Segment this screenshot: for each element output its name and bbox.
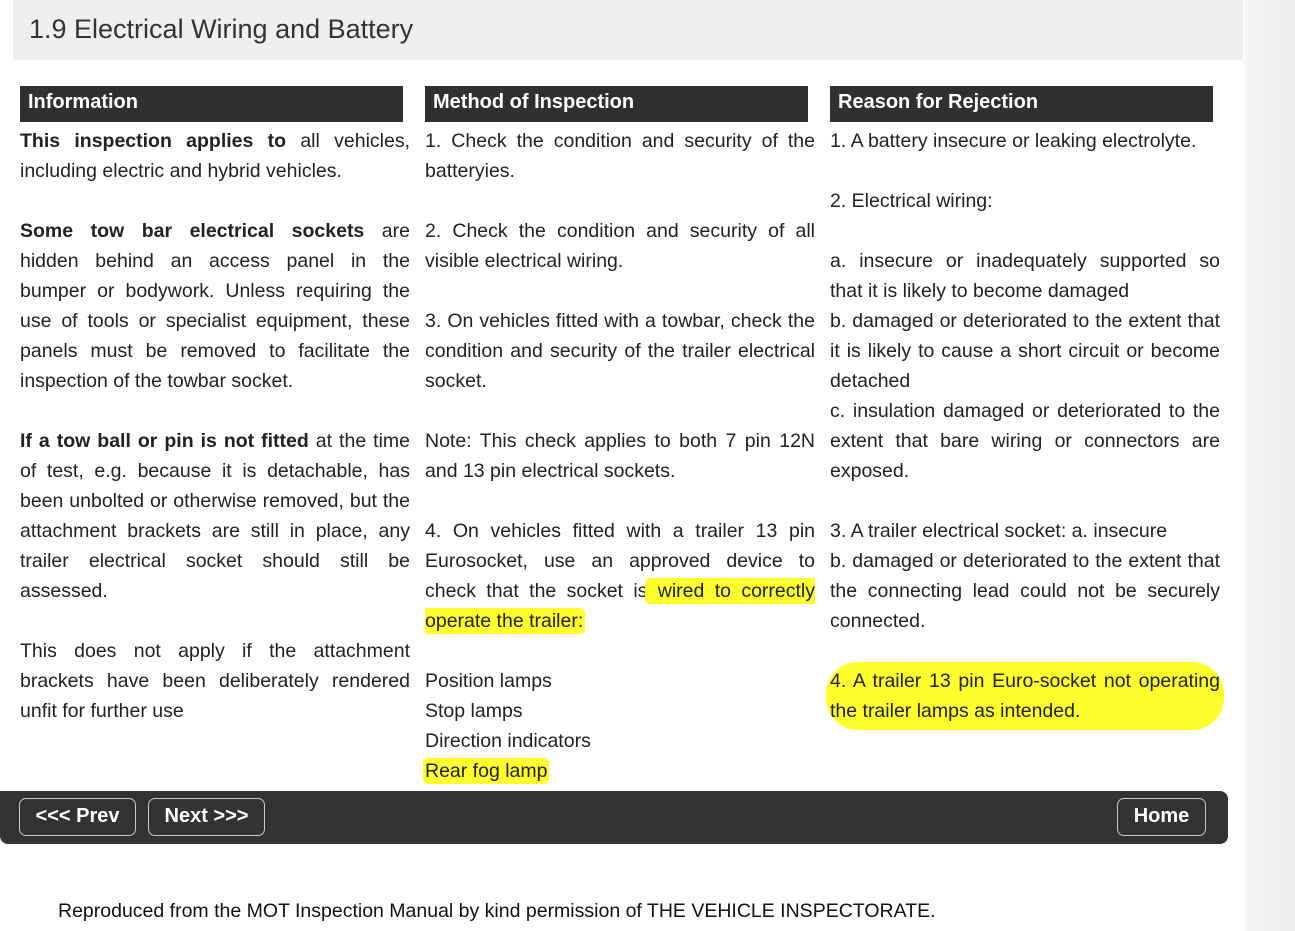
reason-2b: b. damaged or deteriorated to the extent that it is likely to cause a short circuit or become detached xyxy=(830,310,1220,392)
method-heading: Method of Inspection xyxy=(425,86,808,122)
page-title: 1.9 Electrical Wiring and Battery xyxy=(29,14,414,44)
reason-column xyxy=(830,86,1220,726)
reason-3b: b. damaged or deteriorated to the extent that the connecting lead could not be securely connected. xyxy=(830,550,1220,632)
method-step-2: 2. Check the condition and security of all visible electrical wiring. xyxy=(425,220,815,272)
lamp-item: Stop lamps xyxy=(425,700,523,722)
lamp-item: Direction indicators xyxy=(425,730,591,752)
next-button[interactable]: Next >>> xyxy=(148,798,265,836)
lamp-item: Position lamps xyxy=(425,670,552,692)
info-p3-bold: If a tow ball or pin is not fitted xyxy=(20,430,309,452)
page-header xyxy=(13,0,1243,60)
method-step-4-highlight: wired to correctly operate the trailer: xyxy=(425,580,816,632)
reason-4-highlight: 4. A trailer 13 pin Euro-socket not operating the trailer lamps as intended. xyxy=(830,666,1220,726)
info-paragraph-1 xyxy=(20,126,410,186)
home-button[interactable]: Home xyxy=(1117,798,1206,836)
reason-heading: Reason for Rejection xyxy=(830,86,1213,122)
lamp-item-highlighted xyxy=(425,756,815,786)
reason-2: 2. Electrical wiring: xyxy=(830,190,993,212)
prev-button[interactable]: <<< Prev xyxy=(19,798,136,836)
information-column xyxy=(20,86,410,726)
page-scroll-gutter xyxy=(1243,0,1295,931)
method-step-3: 3. On vehicles fitted with a towbar, check the condition and security of the trailer electrical socket. xyxy=(425,310,815,392)
lamp-item-rear-fog: Rear fog lamp xyxy=(425,760,548,782)
info-paragraph-4: This does not apply if the attachment brackets have been deliberately rendered unfit for further use xyxy=(20,640,410,722)
info-p3-text: at the time of test, e.g. because it is detachable, has been unbolted or otherwise removed, but the attachment brackets are still in place, any trailer electrical socket should still be assessed. xyxy=(20,430,410,602)
information-heading: Information xyxy=(20,86,403,122)
info-p2-bold: Some tow bar electrical sockets xyxy=(20,220,365,242)
info-p2-text: are hidden behind an access panel in the bumper or bodywork. Unless requiring the use of tools or specialist equipment, these panels must be removed to facilitate the inspection of the towbar socket. xyxy=(20,220,410,392)
info-p1-bold: This inspection applies to xyxy=(20,130,287,152)
info-paragraph-3 xyxy=(20,426,410,606)
method-step-1: 1. Check the condition and security of the batteryies. xyxy=(425,130,815,182)
reason-1: 1. A battery insecure or leaking electrolyte. xyxy=(830,130,1197,152)
info-p1-text: all vehicles, including electric and hybrid vehicles. xyxy=(20,130,410,182)
footer-attribution: Reproduced from the MOT Inspection Manual by kind permission of THE VEHICLE INSPECTORATE. xyxy=(58,900,936,922)
navigation-bar xyxy=(0,791,1228,844)
info-paragraph-2 xyxy=(20,216,410,396)
information-body xyxy=(20,126,410,726)
method-note: Note: This check applies to both 7 pin 12N and 13 pin electrical sockets. xyxy=(425,430,815,482)
reason-body xyxy=(830,126,1220,726)
method-column xyxy=(425,86,815,786)
reason-4-wrapper xyxy=(830,666,1220,726)
method-step-4-text: 4. On vehicles fitted with a trailer 13 pin Eurosocket, use an approved device to check that the socket is xyxy=(425,520,815,602)
method-body xyxy=(425,126,815,786)
method-step-4 xyxy=(425,516,815,636)
reason-3a: 3. A trailer electrical socket: a. insecure xyxy=(830,520,1168,542)
reason-2a: a. insecure or inadequately supported so that it is likely to become damaged xyxy=(830,250,1220,302)
reason-2c: c. insulation damaged or deteriorated to the extent that bare wiring or connectors are exposed. xyxy=(830,400,1220,482)
